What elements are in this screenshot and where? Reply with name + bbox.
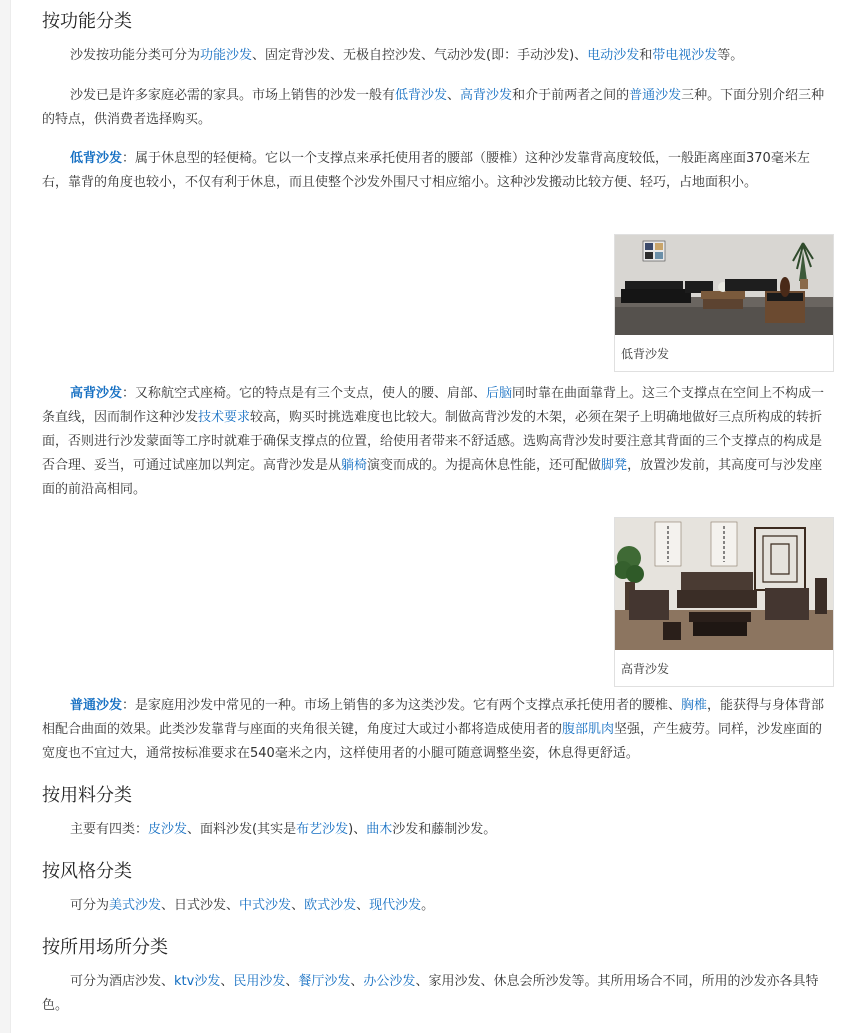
link-technical-requirements[interactable]: 技术要求 [198,410,251,425]
link-civil-sofa[interactable]: 民用沙发 [233,974,286,989]
link-footstool[interactable]: 脚凳 [601,458,628,473]
paragraph-function-intro: 沙发按功能分类可分为功能沙发、固定背沙发、无极自控沙发、气动沙发(即：手动沙发)、电动沙发和带电视沙发等。 [70,48,744,63]
link-modern-sofa[interactable]: 现代沙发 [369,898,422,913]
link-high-back-sofa[interactable]: 高背沙发 [460,88,513,103]
section-title-material: 按用料分类 [42,785,132,806]
figure-low-back-sofa[interactable] [614,234,834,372]
link-back-of-head[interactable]: 后脑 [486,386,513,401]
term-low-back-sofa: 低背沙发 [70,151,123,166]
paragraph-three-types: 沙发已是许多家庭必需的家具。市场上销售的沙发一般有低背沙发、高背沙发和介于前两者之间的普通沙发三种。下面分别介绍三种的特点，供消费者选择购买。 [42,88,825,127]
section-title-style: 按风格分类 [42,861,132,882]
low-back-sofa-image[interactable] [615,235,833,335]
link-office-sofa[interactable]: 办公沙发 [363,974,416,989]
link-chinese-sofa[interactable]: 中式沙发 [239,898,292,913]
paragraph-high-back: 高背沙发：又称航空式座椅。它的特点是有三个支点，使人的腰、肩部、后脑同时靠在曲面靠背上。这三个支撑点在空间上不构成一条直线，因而制作这种沙发技术要求较高，购买时挑选难度也比较大。制做高背沙发的木架，必须在架子上明确地做好三点所构成的转折面，否则进行沙发蒙面等工序时就难于确保支撑点的位置，给使用者带来不舒适感。选购高背沙发时要注意其背面的三个支撑点的构成是否合理、妥当，可通过试座加以判定。高背沙发是从躺椅演变而成的。为提高休息性能，还可配做脚凳，放置沙发前，其高度可与沙发座面的前沿高相同。 [42,386,825,497]
paragraph-low-back: 低背沙发：属于休息型的轻便椅。它以一个支撑点来承托使用者的腰部（腰椎）这种沙发靠背高度较低，一般距离座面370毫米左右，靠背的角度也较小，不仅有利于休息，而且使整个沙发外围尺寸相应缩小。这种沙发搬动比较方便、轻巧，占地面积小。 [42,151,810,190]
term-high-back-sofa: 高背沙发 [70,386,123,401]
link-low-back-sofa[interactable]: 低背沙发 [395,88,448,103]
paragraph-material: 主要有四类：皮沙发、面料沙发(其实是布艺沙发)、曲木沙发和藤制沙发。 [70,822,497,837]
figure-caption: 高背沙发 [621,662,670,676]
paragraph-style: 可分为美式沙发、日式沙发、中式沙发、欧式沙发、现代沙发。 [70,898,435,913]
link-thoracic-spine[interactable]: 胸椎 [681,698,708,713]
link-restaurant-sofa[interactable]: 餐厅沙发 [298,974,351,989]
link-european-sofa[interactable]: 欧式沙发 [304,898,357,913]
link-fabric-sofa[interactable]: 布艺沙发 [296,822,349,837]
term-regular-sofa: 普通沙发 [70,698,123,713]
link-tv-sofa[interactable]: 带电视沙发 [652,48,718,63]
paragraph-regular: 普通沙发：是家庭用沙发中常见的一种。市场上销售的多为这类沙发。它有两个支撑点承托使用者的腰椎、胸椎，能获得与身体背部相配合曲面的效果。此类沙发靠背与座面的夹角很关键，角度过大或过小都将造成使用者的腹部肌肉坚强，产生疲劳。同样，沙发座面的宽度也不宜过大，通常按标准要求在540毫米之内，这样使用者的小腿可随意调整坐姿，休息得更舒适。 [42,698,825,761]
left-margin-strip [0,0,11,1033]
section-title-venue: 按所用场所分类 [42,937,168,958]
link-bentwood[interactable]: 曲木 [366,822,393,837]
link-regular-sofa[interactable]: 普通沙发 [629,88,682,103]
link-leather-sofa[interactable]: 皮沙发 [148,822,188,837]
link-recliner[interactable]: 躺椅 [341,458,368,473]
link-functional-sofa[interactable]: 功能沙发 [200,48,253,63]
paragraph-venue: 可分为酒店沙发、ktv沙发、民用沙发、餐厅沙发、办公沙发、家用沙发、休息会所沙发等。其所用场合不同，所用的沙发亦各具特色。 [42,974,819,1013]
link-ktv-sofa[interactable]: ktv沙发 [174,974,221,989]
section-title-function: 按功能分类 [42,11,132,32]
link-electric-sofa[interactable]: 电动沙发 [587,48,640,63]
figure-high-back-sofa[interactable] [614,517,834,687]
link-american-sofa[interactable]: 美式沙发 [109,898,162,913]
figure-caption: 低背沙发 [621,347,670,361]
link-abdominal-muscle[interactable]: 腹部肌肉 [562,722,615,737]
high-back-sofa-image[interactable] [615,518,833,650]
